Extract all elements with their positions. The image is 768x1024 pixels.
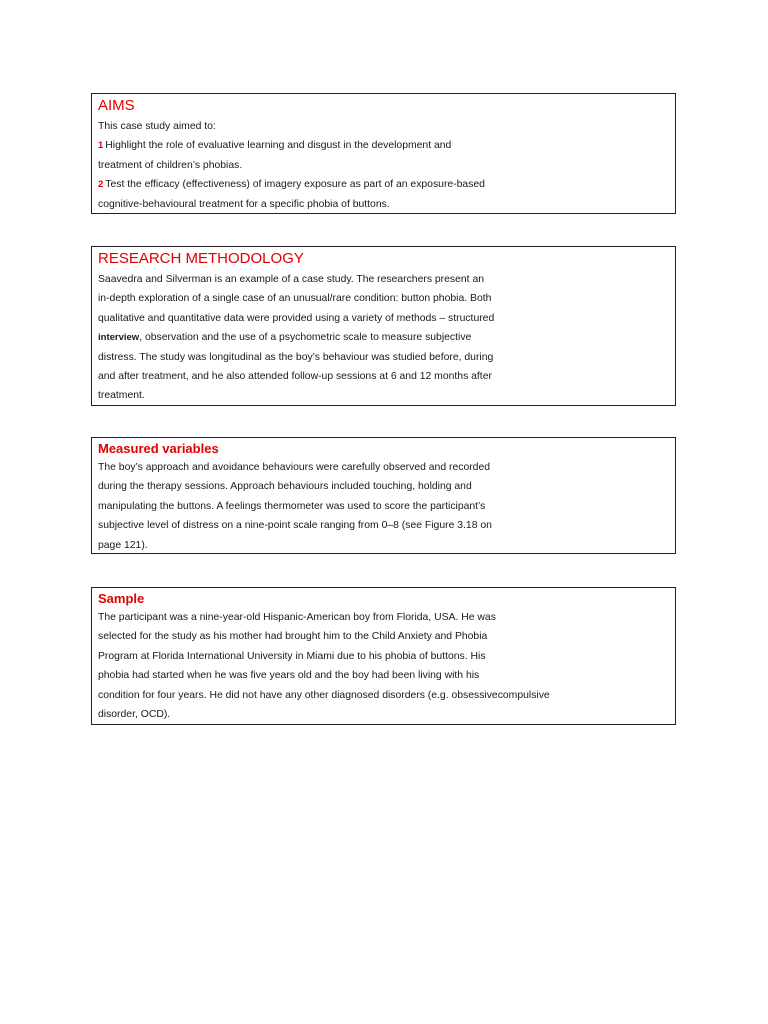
aims-item-text: Highlight the role of evaluative learning and disgust in the development and [105,140,452,152]
emphasis-word: interview [98,332,140,344]
aims-item-text: Test the efficacy (effectiveness) of imagery exposure as part of an exposure-based [105,179,485,191]
paragraph-line: during the therapy sessions. Approach behaviours included touching, holding and [98,481,472,493]
paragraph-line: treatment. [98,390,145,402]
paragraph-line: page 121). [98,539,148,551]
paragraph-line: distress. The study was longitudinal as the boy’s behaviour was studied before, during [98,351,494,363]
paragraph-line: The boy’s approach and avoidance behaviours were carefully observed and recorded [98,462,491,473]
paragraph-line: phobia had started when he was five years old and the boy had been living with his [98,670,480,682]
research-methodology-section [91,246,676,406]
paragraph-line-rest: , observation and the use of a psychometric scale to measure subjective [139,332,472,344]
aims-item-2 [98,175,669,194]
paragraph-line: selected for the study as his mother had brought him to the Child Anxiety and Phobia [98,631,488,643]
measured-variables-section [91,437,676,554]
paragraph-line: in-depth exploration of a single case of an unusual/rare condition: button phobia. Both [98,293,492,305]
paragraph-line: disorder, OCD). [98,709,171,721]
aims-item-1 [98,136,669,155]
aims-item-2-continued: cognitive-behavioural treatment for a specific phobia of buttons. [98,198,390,210]
sample-section [91,587,676,725]
aims-item-1-continued: treatment of children’s phobias. [98,159,243,171]
aims-section [91,93,676,214]
aims-intro: This case study aimed to: [98,121,216,132]
paragraph-line: and after treatment, and he also attended follow-up sessions at 6 and 12 months after [98,371,492,383]
aims-item-number: 1 [98,140,104,152]
aims-heading: AIMS [98,97,135,114]
paragraph-line [98,328,669,347]
paragraph-line: qualitative and quantitative data were provided using a variety of methods – structured [98,312,495,324]
paragraph-line: condition for four years. He did not have any other diagnosed disorders (e.g. obsessivecompulsive [98,689,550,701]
research-methodology-heading: RESEARCH METHODOLOGY [98,250,304,267]
paragraph-line: Program at Florida International University in Miami due to his phobia of buttons. His [98,650,486,662]
paragraph-line: The participant was a nine-year-old Hispanic-American boy from Florida, USA. He was [98,612,496,623]
sample-heading: Sample [98,591,145,606]
paragraph-line: manipulating the buttons. A feelings thermometer was used to score the participant’s [98,500,486,512]
paragraph-line: subjective level of distress on a nine-point scale ranging from 0–8 (see Figure 3.18 on [98,520,492,532]
aims-item-number: 2 [98,179,104,191]
measured-variables-heading: Measured variables [98,441,219,456]
paragraph-line: Saavedra and Silverman is an example of a case study. The researchers present an [98,274,485,285]
